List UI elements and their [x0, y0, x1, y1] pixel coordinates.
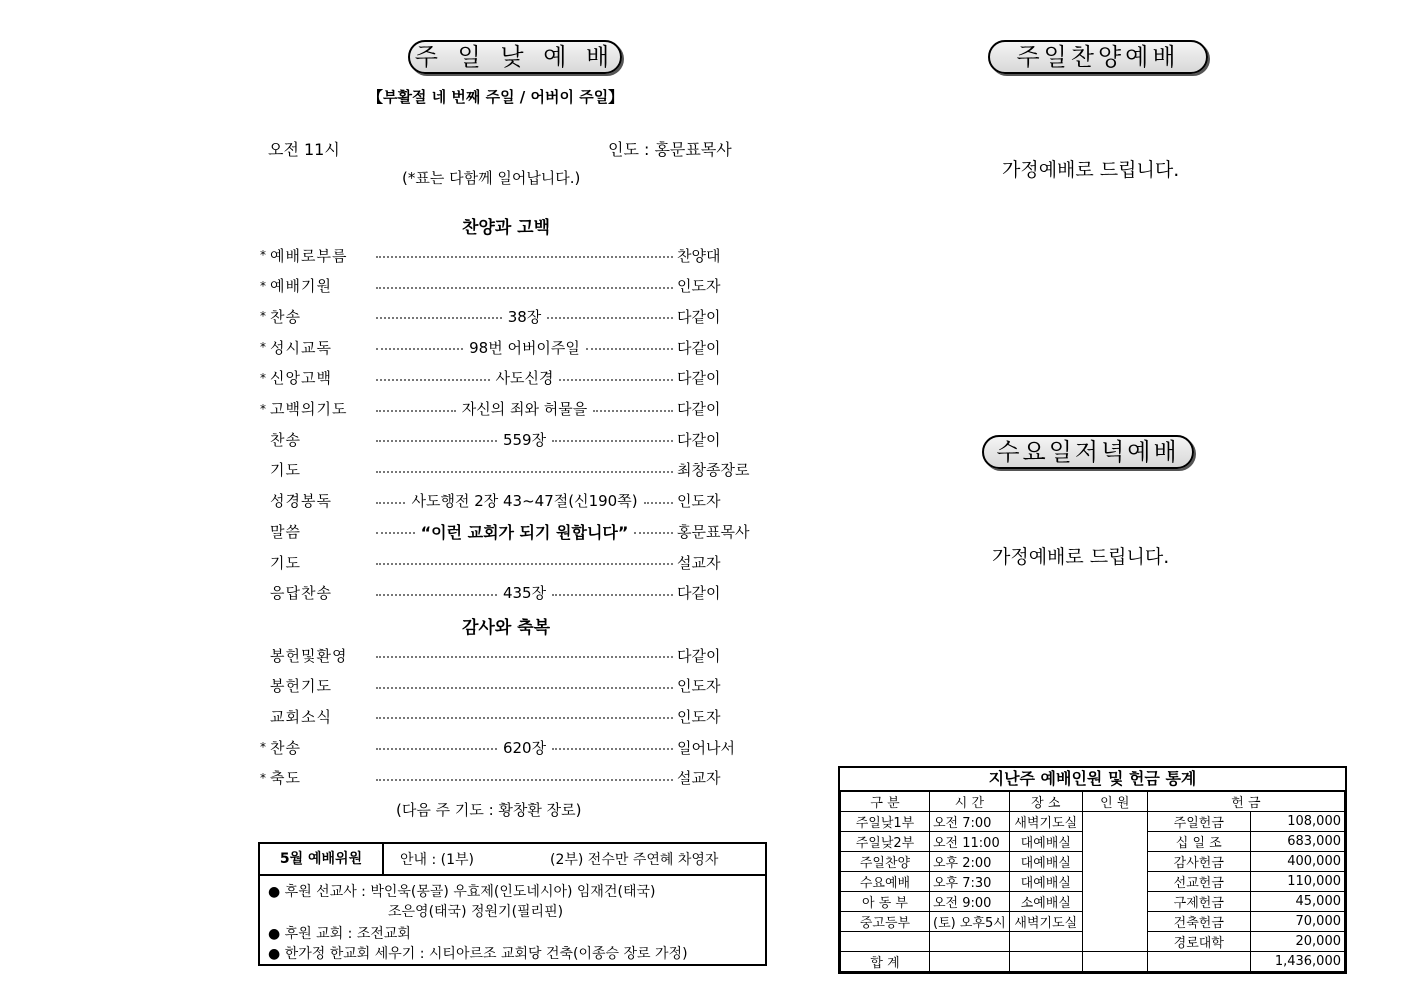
order-item-person: 설교자	[677, 553, 721, 572]
order-item-person: 다같이	[677, 430, 721, 449]
order-item-person: 홍문표목사	[677, 522, 750, 541]
total-amount: 1,436,000	[1250, 952, 1344, 972]
committee-guide: 안내 : (1부)	[400, 852, 475, 868]
stand-marker: *	[260, 401, 266, 416]
order-item-label: 성경봉독	[270, 492, 332, 511]
service-place	[1009, 932, 1082, 952]
table-header-row	[841, 792, 1345, 812]
service-leader: 인도 : 홍문표목사	[608, 140, 732, 159]
stand-note: (*표는 다함께 일어납니다.)	[402, 169, 581, 187]
supported-missionaries-line2: 조은영(태국) 정원기(필리핀)	[388, 904, 564, 920]
order-item-person: 다같이	[677, 369, 721, 388]
next-week-prayer: (다음 주 기도 : 황창환 장로)	[396, 801, 582, 819]
service-time: 오후 7:30	[930, 872, 1010, 892]
order-item-detail: 98번 어버이주일	[469, 338, 580, 357]
empty-cell	[1147, 952, 1250, 972]
praise-service-note: 가정예배로 드립니다.	[1002, 159, 1180, 181]
order-item-person: 일어나서	[677, 738, 735, 757]
dot-leader	[376, 429, 673, 450]
order-item-detail: 자신의 죄와 허물을	[461, 400, 588, 418]
order-item	[260, 305, 765, 327]
order-item	[260, 705, 765, 727]
offering-amount: 70,000	[1250, 912, 1344, 932]
service-place: 새벽기도실	[1009, 912, 1082, 932]
supported-missionaries: ● 후원 선교사 : 박인욱(몽골) 우효제(인도네시아) 임재건(태국)	[268, 884, 656, 900]
order-item	[260, 398, 765, 420]
order-item-person: 다같이	[677, 400, 721, 418]
dot-leader	[376, 737, 673, 758]
order-item-label: 성시교독	[270, 338, 332, 357]
dot-leader	[376, 652, 673, 658]
dot-leader	[376, 559, 673, 565]
stand-marker: *	[260, 740, 266, 755]
offering-type: 건축헌금	[1147, 912, 1250, 932]
committee-heading: 5월 예배위원	[260, 844, 384, 874]
order-item-person: 다같이	[677, 338, 721, 357]
order-item-label: 응답찬송	[270, 584, 332, 603]
column-header: 구 분	[841, 792, 930, 812]
service-name: 주일찬양	[841, 852, 930, 872]
order-item	[260, 490, 765, 512]
order-item-label: 고백의기도	[270, 400, 348, 418]
service-place: 대예배실	[1009, 872, 1082, 892]
order-item-person: 설교자	[677, 769, 721, 788]
offering-amount: 400,000	[1250, 852, 1344, 872]
dot-leader	[376, 490, 673, 511]
dot-leader	[376, 252, 673, 258]
offering-type: 구제헌금	[1147, 892, 1250, 912]
service-time: (토) 오후5시	[930, 912, 1010, 932]
order-item-label: 찬송	[270, 738, 301, 757]
dot-leader	[376, 582, 673, 603]
wednesday-service-title: 수요일저녁예배	[982, 435, 1194, 469]
column-header: 시 간	[930, 792, 1010, 812]
stand-marker: *	[260, 370, 266, 385]
order-item	[260, 367, 765, 389]
service-place: 대예배실	[1009, 832, 1082, 852]
offering-type: 경로대학	[1147, 932, 1250, 952]
order-item-person: 인도자	[677, 707, 721, 726]
stand-marker: *	[260, 770, 266, 785]
empty-cell	[930, 952, 1010, 972]
praise-service-title: 주일찬양예배	[988, 40, 1208, 74]
order-item-person: 다같이	[677, 307, 721, 326]
service-time: 오전 9:00	[930, 892, 1010, 912]
statistics-box	[838, 766, 1347, 974]
dot-leader	[376, 398, 673, 419]
order-item	[260, 736, 765, 758]
offering-type: 감사헌금	[1147, 852, 1250, 872]
order-item-detail: 38장	[507, 307, 542, 326]
order-item	[260, 459, 765, 481]
service-name: 중고등부	[841, 912, 930, 932]
table-row	[841, 812, 1345, 832]
order-item-person: 인도자	[677, 492, 721, 511]
order-item	[260, 244, 765, 266]
order-item-person: 찬양대	[677, 246, 721, 265]
dot-leader	[376, 713, 673, 719]
service-place: 대예배실	[1009, 852, 1082, 872]
dot-leader	[376, 520, 673, 543]
order-item	[260, 644, 765, 666]
service-name: 아 동 부	[841, 892, 930, 912]
column-header: 헌 금	[1147, 792, 1344, 812]
order-item-detail: 620장	[502, 738, 547, 757]
total-row	[841, 952, 1345, 972]
service-name: 주일낮2부	[841, 832, 930, 852]
order-item-detail: “이런 교회가 되기 원합니다”	[420, 522, 629, 542]
offering-amount: 45,000	[1250, 892, 1344, 912]
dot-leader	[376, 283, 673, 289]
offering-amount: 20,000	[1250, 932, 1344, 952]
order-item-person: 인도자	[677, 677, 721, 696]
order-item-label: 말씀	[270, 522, 301, 541]
service-name: 수요예배	[841, 872, 930, 892]
empty-cell	[1082, 952, 1147, 972]
order-item-detail: 사도신경	[495, 369, 554, 388]
committee-box	[258, 842, 767, 966]
service-time: 오전 11:00	[930, 832, 1010, 852]
order-item	[260, 767, 765, 789]
dot-leader	[376, 683, 673, 689]
statistics-title: 지난주 예배인원 및 헌금 통계	[840, 768, 1345, 791]
church-building-project: ● 한가정 한교회 세우기 : 시티아르조 교회당 건축(이종승 장로 가정)	[268, 946, 688, 962]
offering-type: 선교헌금	[1147, 872, 1250, 892]
order-item-label: 찬송	[270, 307, 301, 326]
total-label: 합 계	[841, 952, 930, 972]
dot-leader	[376, 337, 673, 358]
section-thanks-blessing: 감사와 축복	[462, 618, 551, 638]
order-item-detail: 사도행전 2장 43~47절(신190쪽)	[411, 492, 638, 511]
dot-leader	[376, 775, 673, 781]
stand-marker: *	[260, 248, 266, 262]
order-item	[260, 520, 765, 542]
order-item-person: 인도자	[677, 277, 721, 296]
offering-amount: 683,000	[1250, 832, 1344, 852]
stand-marker: *	[260, 340, 266, 355]
statistics-table	[840, 791, 1345, 972]
order-item-label: 봉헌기도	[270, 677, 332, 696]
service-time: 오전 11시	[268, 140, 340, 159]
service-name	[841, 932, 930, 952]
order-item	[260, 551, 765, 573]
order-item-person: 다같이	[677, 584, 721, 603]
order-item-label: 찬송	[270, 430, 301, 449]
order-item-detail: 435장	[502, 584, 547, 603]
order-item	[260, 675, 765, 697]
column-header: 장 소	[1009, 792, 1082, 812]
order-item	[260, 336, 765, 358]
offering-type: 십 일 조	[1147, 832, 1250, 852]
wednesday-service-note: 가정예배로 드립니다.	[992, 546, 1170, 568]
order-item-label: 교회소식	[270, 707, 332, 726]
stand-marker: *	[260, 278, 266, 293]
order-item-label: 기도	[270, 461, 301, 480]
committee-guide-2: (2부) 전수만 주연혜 차영자	[550, 852, 719, 868]
attendance-cell	[1082, 812, 1147, 952]
section-praise-confession: 찬양과 고백	[462, 218, 551, 238]
offering-amount: 108,000	[1250, 812, 1344, 832]
column-header: 인 원	[1082, 792, 1147, 812]
order-item	[260, 582, 765, 604]
service-place: 소예배실	[1009, 892, 1082, 912]
sunday-service-title: 주 일 낮 예 배	[408, 40, 622, 74]
supported-church: ● 후원 교회 : 조전교회	[268, 926, 411, 942]
service-time: 오후 2:00	[930, 852, 1010, 872]
dot-leader	[376, 367, 673, 388]
service-time: 오전 7:00	[930, 812, 1010, 832]
offering-type: 주일헌금	[1147, 812, 1250, 832]
order-item-label: 신앙고백	[270, 369, 332, 388]
order-item-person: 다같이	[677, 646, 721, 665]
order-item-label: 축도	[270, 769, 301, 788]
empty-cell	[1009, 952, 1082, 972]
offering-amount: 110,000	[1250, 872, 1344, 892]
order-item	[260, 275, 765, 297]
service-subtitle: 【부활절 네 번째 주일 / 어버이 주일】	[368, 88, 624, 106]
service-name: 주일낮1부	[841, 812, 930, 832]
order-item	[260, 428, 765, 450]
order-item-label: 예배기원	[270, 277, 332, 296]
service-time	[930, 932, 1010, 952]
order-item-person: 최창종장로	[677, 461, 750, 480]
order-item-label: 기도	[270, 553, 301, 572]
order-item-label: 예배로부름	[270, 246, 348, 265]
dot-leader	[376, 467, 673, 473]
service-place: 새벽기도실	[1009, 812, 1082, 832]
order-item-label: 봉헌및환영	[270, 646, 348, 665]
order-item-detail: 559장	[502, 430, 547, 449]
dot-leader	[376, 306, 673, 327]
stand-marker: *	[260, 309, 266, 324]
